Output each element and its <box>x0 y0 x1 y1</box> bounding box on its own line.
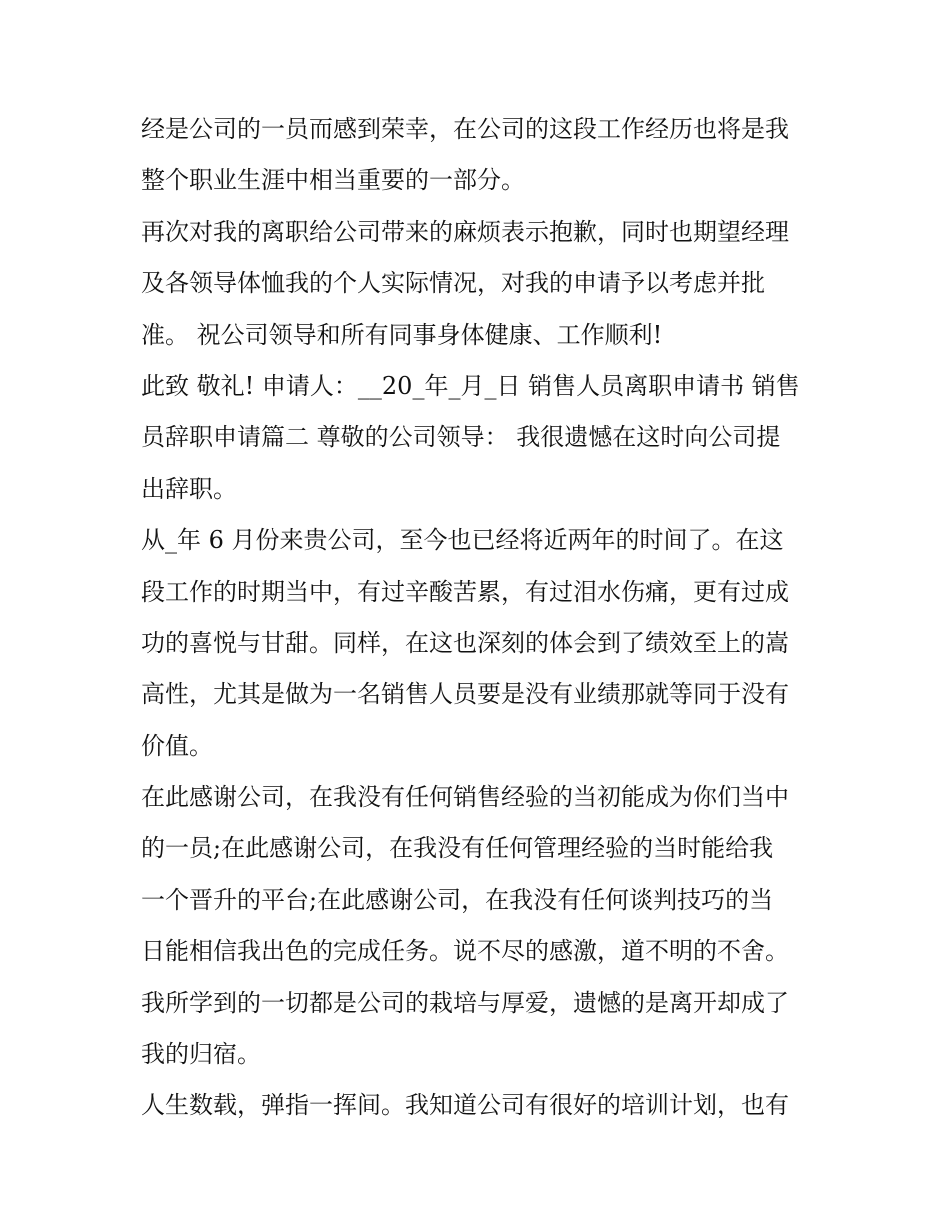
text-line: 员辞职申请篇二 尊敬的公司领导： 我很遗憾在这时向公司提 <box>141 423 781 452</box>
text-line: 整个职业生涯中相当重要的一部分。 <box>141 166 525 195</box>
text-line: 此致 敬礼! 申请人：__20_年_月_日 销售人员离职申请书 销售 <box>141 371 800 400</box>
text-line: 我所学到的一切都是公司的栽培与厚爱，遗憾的是离开却成了 <box>141 988 789 1017</box>
text-line: 一个晋升的平台;在此感谢公司，在我没有任何谈判技巧的当 <box>141 885 774 914</box>
text-line: 段工作的时期当中，有过辛酸苦累，有过泪水伤痛，更有过成 <box>141 577 789 606</box>
text-line: 在此感谢公司，在我没有任何销售经验的当初能成为你们当中 <box>141 783 789 812</box>
text-line: 功的喜悦与甘甜。同样，在这也深刻的体会到了绩效至上的嵩 <box>141 628 789 657</box>
text-line: 再次对我的离职给公司带来的麻烦表示抱歉，同时也期望经理 <box>141 217 789 246</box>
text-line: 的一员;在此感谢公司，在我没有任何管理经验的当时能给我 <box>141 834 774 863</box>
text-line: 人生数载，弹指一挥间。我知道公司有很好的培训计划，也有 <box>141 1091 789 1120</box>
document-body <box>141 104 821 1132</box>
text-line: 我的归宿。 <box>141 1040 261 1069</box>
text-line: 及各领导体恤我的个人实际情况，对我的申请予以考虑并批 <box>141 269 765 298</box>
text-line: 价值。 <box>141 731 213 760</box>
text-line: 高性，尤其是做为一名销售人员要是没有业绩那就等同于没有 <box>141 680 789 709</box>
text-line: 准。 祝公司领导和所有同事身体健康、工作顺利! <box>141 320 663 349</box>
text-line: 出辞职。 <box>141 474 237 503</box>
text-line: 日能相信我出色的完成任务。说不尽的感激，道不明的不舍。 <box>141 937 789 966</box>
text-line: 从_年 6 月份来贵公司，至今也已经将近两年的时间了。在这 <box>141 526 784 555</box>
text-line: 经是公司的一员而感到荣幸，在公司的这段工作经历也将是我 <box>141 115 789 143</box>
